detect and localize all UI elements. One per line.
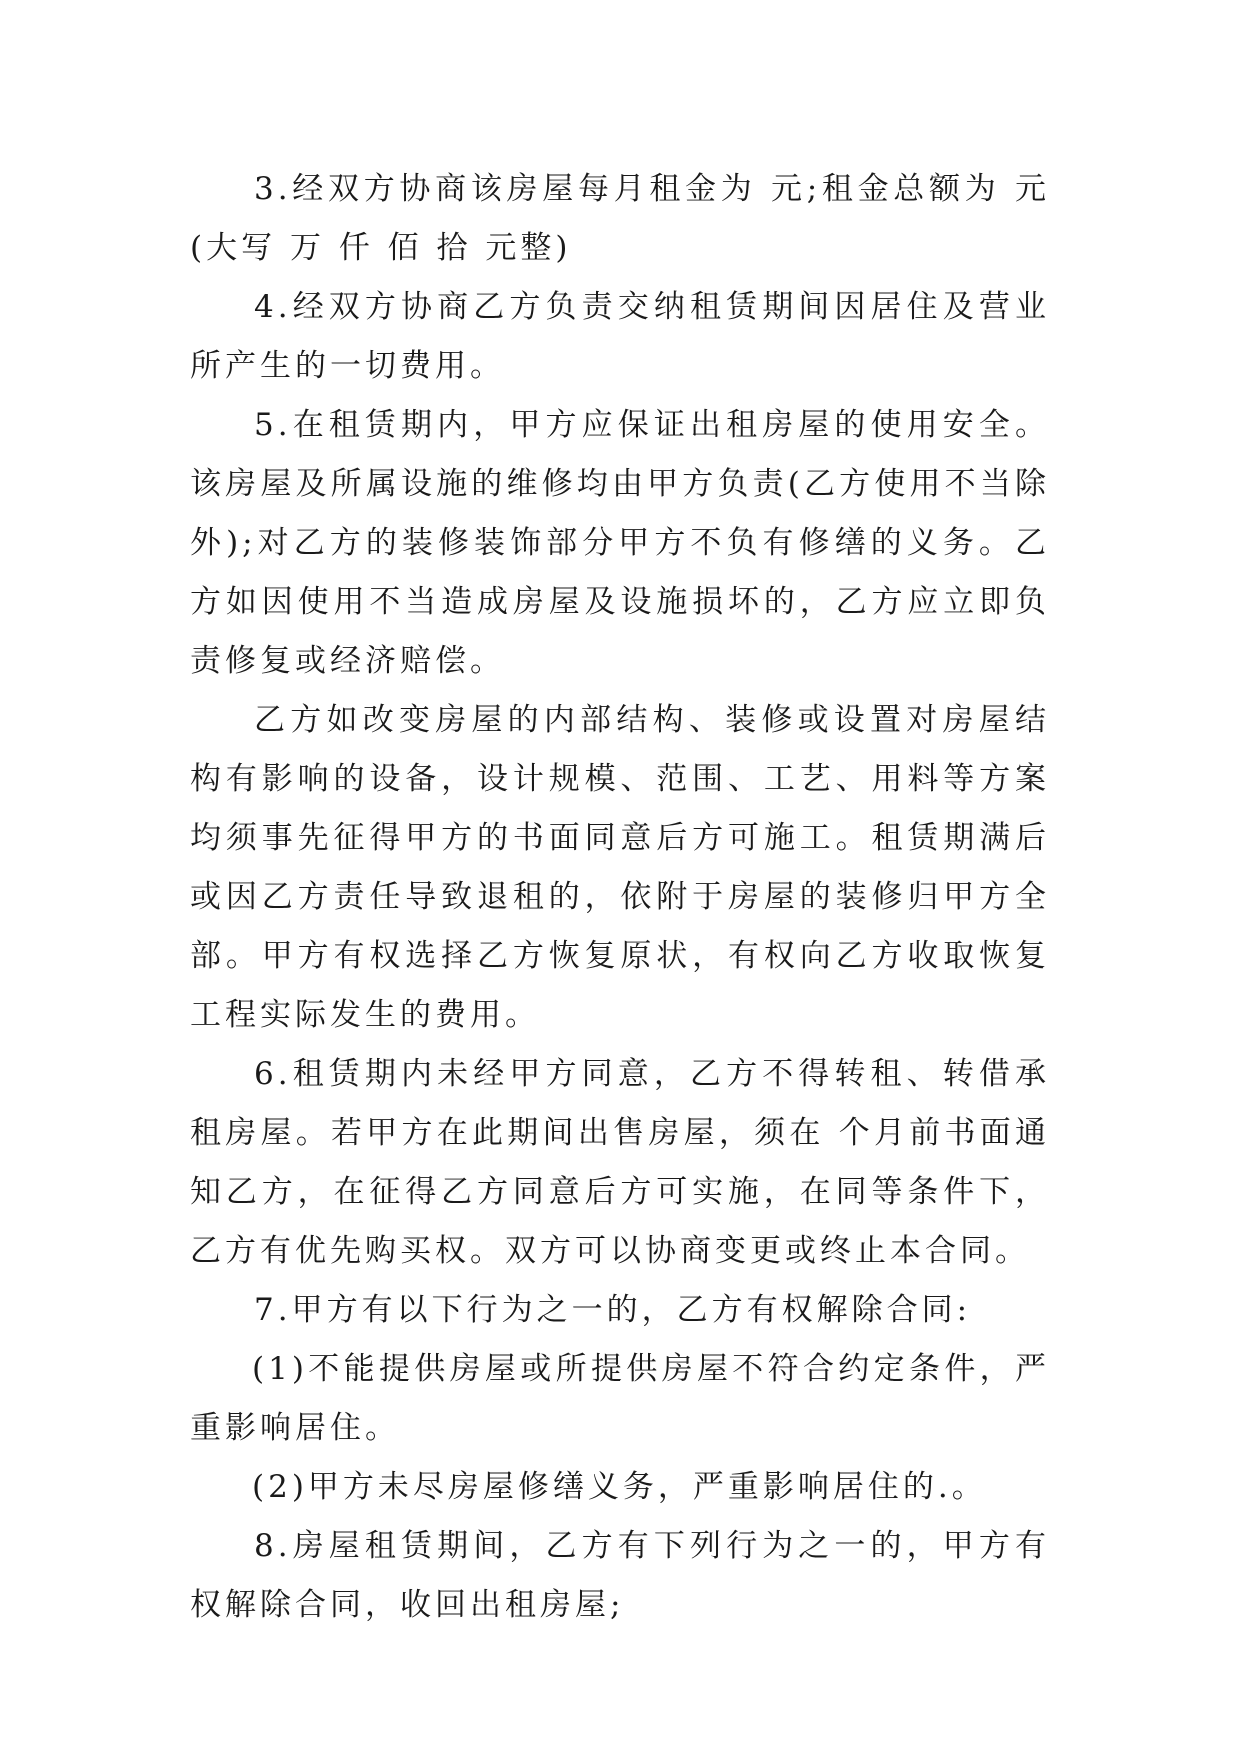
clause-5-safety-repair: 5.在租赁期内，甲方应保证出租房屋的使用安全。该房屋及所属设施的维修均由甲方负责(乙方使用不当除外);对乙方的装修装饰部分甲方不负有修缮的义务。乙方如因使用不当造成房屋及设施损坏的，乙方应立即负责修复或经济赔偿。 (190, 407, 1050, 679)
clause-7-termination: 7.甲方有以下行为之一的，乙方有权解除合同: (254, 1292, 972, 1328)
clause-4-fees: 4.经双方协商乙方负责交纳租赁期间因居住及营业所产生的一切费用。 (190, 289, 1050, 384)
clause-8-landlord-termination: 8.房屋租赁期间，乙方有下列行为之一的，甲方有权解除合同，收回出租房屋; (190, 1528, 1050, 1623)
clause-7-item-1: (1)不能提供房屋或所提供房屋不符合约定条件，严重影响居住。 (190, 1351, 1050, 1446)
clause-5-renovation: 乙方如改变房屋的内部结构、装修或设置对房屋结构有影响的设备，设计规模、范围、工艺、用料等方案均须事先征得甲方的书面同意后方可施工。租赁期满后或因乙方责任导致退租的，依附于房屋的装修归甲方全部。甲方有权选择乙方恢复原状，有权向乙方收取恢复工程实际发生的费用。 (190, 702, 1050, 1033)
document-body (190, 160, 1050, 1635)
clause-6-sublease: 6.租赁期内未经甲方同意，乙方不得转租、转借承租房屋。若甲方在此期间出售房屋，须在 个月前书面通知乙方，在征得乙方同意后方可实施，在同等条件下，乙方有优先购买权。双方可以协商变更或终止本合同。 (190, 1056, 1050, 1269)
clause-7-item-2: (2)甲方未尽房屋修缮义务，严重影响居住的.。 (252, 1469, 987, 1505)
clause-3-rent: 3.经双方协商该房屋每月租金为 元;租金总额为 元(大写 万 仟 佰 拾 元整) (190, 171, 1050, 266)
